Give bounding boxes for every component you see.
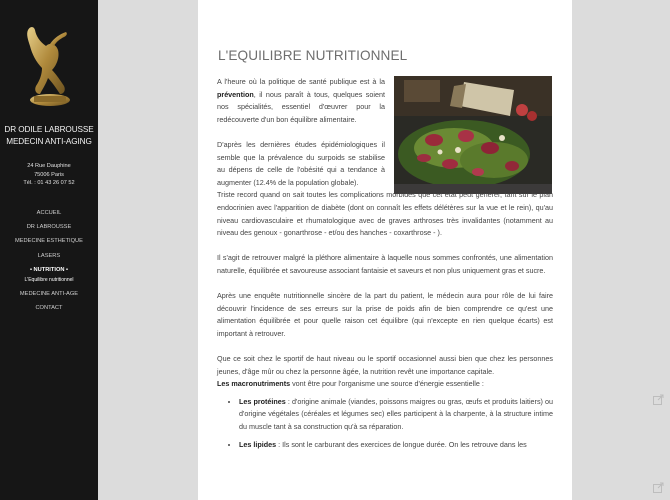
left-background (98, 0, 198, 500)
macronutrients-label: Les macronutriments (217, 379, 291, 389)
list-item-proteins (239, 396, 553, 434)
paragraph-complications: Triste record quand on sait toutes les complications morbides que cet état peut générer, tant sur le plan endocrinien avec l'apparition de diabète (dont on connaît les effets délétères sur la vue et le rein), qu'au niveau cardiovasculaire et rhumatologique avec de graves arthroses très invalidantes (notamment au niveau des genoux - gonarthrose - et/ou des hanches - coxarthrose - ). (217, 190, 553, 238)
paragraph-natural-food: Il s'agit de retrouver malgré la pléthore alimentaire à laquelle nous sommes confrontés, une alimentation naturelle, équilibrée et savoureuse associant fantaisie et saveurs et non plus uniquement gras et sucre. (217, 253, 553, 275)
paragraph-intro (217, 76, 385, 126)
macronutrient-list (217, 396, 553, 451)
nav-item-accueil[interactable]: ACCUEIL (36, 210, 62, 216)
address-city: 75006 Paris (34, 171, 64, 178)
intro-text-2: , il nous paraît à tous, quelques soient nos spécialités, essentiel d'œuvrer pour la redécouverte d'un bon équilibre alimentaire. (217, 89, 385, 124)
doctor-name (0, 124, 98, 148)
page-title: L'EQUILIBRE NUTRITIONNEL (218, 48, 408, 63)
intro-highlight: prévention (217, 89, 254, 99)
address-street: 24 Rue Dauphine (27, 163, 71, 169)
nav-item-medecine-esthetique[interactable]: MEDECINE ESTHETIQUE (15, 238, 83, 245)
article-body (217, 76, 553, 451)
nav-item-dr-labrousse[interactable]: DR LABROUSSE (26, 224, 72, 231)
nav-item-medecine-anti-age[interactable]: MEDECINE ANTI-AGE (19, 291, 79, 298)
share-icon[interactable] (653, 482, 664, 493)
macronutrients-text: vont être pour l'organisme une source d'énergie essentielle : (290, 379, 484, 389)
doctor-name-line2: MEDECIN ANTI-AGING (6, 137, 92, 146)
sculpture-logo[interactable] (20, 24, 78, 110)
lipids-label: Les lipides (239, 439, 277, 449)
sidebar (0, 0, 98, 500)
right-background (572, 0, 670, 500)
paragraph-epidemiology: D'après les dernières études épidémiologiques il semble que la prévalence du surpoids se stabilise au dépens de celle de l'obésité qui a tendance à augmenter (12.4% de la population globale). (217, 139, 385, 187)
main-nav (0, 206, 98, 315)
doctor-name-line1: DR ODILE LABROUSSE (4, 125, 94, 134)
proteins-label: Les protéines (239, 396, 286, 406)
paragraph-survey: Après une enquête nutritionnelle sincère de la part du patient, le médecin aura pour rôle de lui faire découvrir l'incidence de ses erreurs sur la prise de poids afin de bien comprendre ce qu'est une alimentation équilibrée et pour quelle raison cet équilibre (qui n'excepte en rien quelque écarts) est important à retrouver. (217, 291, 553, 338)
address-block (0, 162, 98, 188)
proteins-text: : d'origine animale (viandes, poissons maigres ou gras, œufs et produits laitiers) ou d'origine végétales (céréales et légumes sec) elles participent à la charpente, à la structure intime du muscle tant à sa construction qu'à sa réparation. (239, 396, 553, 432)
paragraph-athletes: Que ce soit chez le sportif de haut niveau ou le sportif occasionnel aussi bien que chez les personnes jeunes, d'âge mûr ou chez la personne âgée, la nutrition revêt une importance capitale. (217, 354, 553, 376)
content-panel (198, 0, 572, 500)
nav-item-contact[interactable]: CONTACT (35, 305, 63, 312)
phone-number: Tél. : 01 43 26 07 52 (23, 180, 75, 187)
list-item-lipids (239, 439, 553, 452)
nav-item-nutrition[interactable]: • NUTRITION • (29, 266, 69, 273)
intro-text-1: A l'heure où la politique de santé publique est à la (217, 77, 385, 86)
paragraph-macronutrients (217, 378, 553, 391)
lipids-text: : Ils sont le carburant des exercices de longue durée. On les retrouve dans les (276, 439, 527, 449)
share-icon[interactable] (653, 394, 664, 405)
nav-item-lasers[interactable]: LASERS (37, 252, 61, 259)
nav-subitem-equilibre-nutritionnel[interactable]: L'Equilibre nutritionnel (24, 277, 74, 284)
